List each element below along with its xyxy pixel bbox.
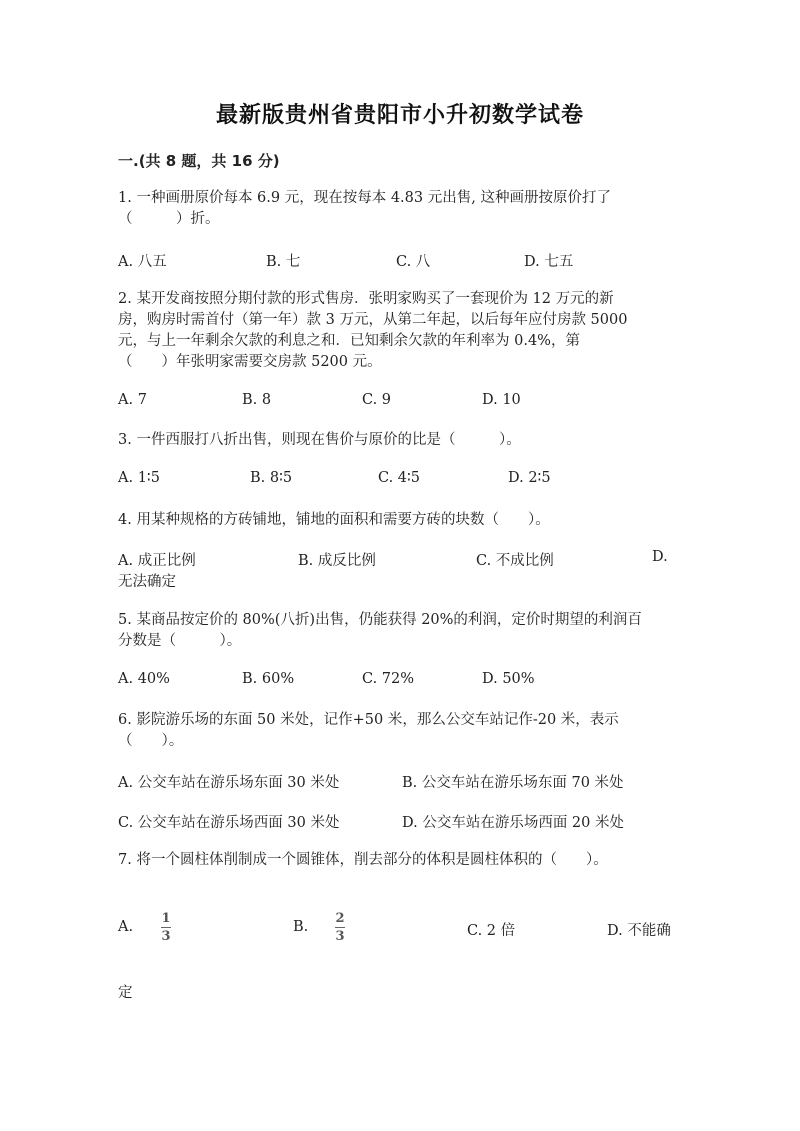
question-7-option-a: A. <box>118 919 134 935</box>
question-4-option-b: B. 成反比例 <box>298 553 376 569</box>
question-5-option-d: D. 50% <box>482 671 535 687</box>
question-2-option-d: D. 10 <box>482 392 521 408</box>
section-heading: 一.(共 8 题，共 16 分) <box>118 152 280 170</box>
question-1-option-b: B. 七 <box>266 254 301 270</box>
question-6-option-c: C. 公交车站在游乐场西面 30 米处 <box>118 815 340 831</box>
question-3-option-d: D. 2∶5 <box>508 470 551 486</box>
fraction-a-numerator: 1 <box>161 911 171 926</box>
question-3-option-a: A. 1∶5 <box>118 470 160 486</box>
page-title: 最新版贵州省贵阳市小升初数学试卷 <box>215 103 584 128</box>
question-2-option-c: C. 9 <box>362 392 392 408</box>
question-2-line-3: 元，与上一年剩余欠款的利息之和．已知剩余欠款的年利率为 0.4%，第 <box>118 333 580 349</box>
question-7-option-d-continued: 定 <box>118 985 133 1001</box>
question-7-option-b: B. <box>293 919 309 935</box>
fraction-a-denominator: 3 <box>161 929 171 944</box>
question-5-option-c: C. 72% <box>362 671 415 687</box>
question-2-option-a: A. 7 <box>118 392 147 408</box>
question-4-option-a: A. 成正比例 <box>118 553 196 569</box>
question-5-option-b: B. 60% <box>242 671 295 687</box>
question-7-line-1: 7. 将一个圆柱体削制成一个圆锥体，削去部分的体积是圆柱体积的（ ）。 <box>118 852 608 868</box>
question-1-line-2: （ ）折。 <box>118 211 220 227</box>
question-1-option-a: A. 八五 <box>118 254 167 270</box>
question-5-line-1: 5. 某商品按定价的 80%(八折)出售，仍能获得 20%的利润，定价时期望的利润百 <box>118 612 642 628</box>
question-3-option-b: B. 8∶5 <box>250 470 293 486</box>
question-6-option-d: D. 公交车站在游乐场西面 20 米处 <box>402 815 624 831</box>
fraction-b-numerator: 2 <box>335 911 345 926</box>
question-7-option-c: C. 2 倍 <box>467 923 516 939</box>
question-4-option-d-continued: 无法确定 <box>118 574 176 590</box>
question-7-option-b-fraction <box>335 911 345 944</box>
question-3-option-c: C. 4∶5 <box>378 470 421 486</box>
question-6-line-2: （ ）。 <box>118 733 184 749</box>
question-7-option-d: D. 不能确 <box>607 923 671 939</box>
question-2-option-b: B. 8 <box>242 392 272 408</box>
question-2-line-1: 2. 某开发商按照分期付款的形式售房．张明家购买了一套现价为 12 万元的新 <box>118 291 614 307</box>
question-1-option-d: D. 七五 <box>524 254 574 270</box>
question-5-option-a: A. 40% <box>118 671 170 687</box>
question-4-option-d: D. <box>652 549 668 565</box>
question-4-line-1: 4. 用某种规格的方砖铺地，铺地的面积和需要方砖的块数（ ）。 <box>118 512 550 528</box>
question-6-line-1: 6. 影院游乐场的东面 50 米处，记作+50 米，那么公交车站记作-20 米，表示 <box>118 712 619 728</box>
fraction-b-bar <box>335 927 345 928</box>
question-1-option-c: C. 八 <box>396 254 431 270</box>
question-2-line-2: 房，购房时需首付（第一年）款 3 万元，从第二年起，以后每年应付房款 5000 <box>118 312 628 328</box>
question-1-line-1: 1. 一种画册原价每本 6.9 元，现在按每本 4.83 元出售, 这种画册按原价打了 <box>118 190 611 206</box>
fraction-b-denominator: 3 <box>335 929 345 944</box>
question-6-option-a: A. 公交车站在游乐场东面 30 米处 <box>118 775 340 791</box>
question-2-line-4: （ ）年张明家需要交房款 5200 元。 <box>118 354 382 370</box>
question-4-option-c: C. 不成比例 <box>476 553 554 569</box>
question-5-line-2: 分数是（ ）。 <box>118 633 242 649</box>
fraction-a-bar <box>161 927 171 928</box>
question-3-line-1: 3. 一件西服打八折出售，则现在售价与原价的比是（ ）。 <box>118 432 521 448</box>
question-6-option-b: B. 公交车站在游乐场东面 70 米处 <box>402 775 624 791</box>
question-7-option-a-fraction <box>161 911 171 944</box>
